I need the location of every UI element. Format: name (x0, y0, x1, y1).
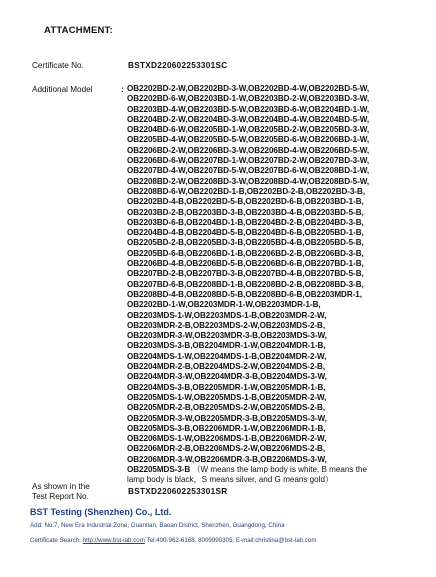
test-report-label-line-1: As shown in the (32, 482, 90, 491)
test-report-label (32, 482, 90, 502)
certificate-number: BSTXD220602253301SC (128, 61, 228, 70)
contact-line (30, 537, 317, 544)
model-line: OB2206BD-4-B,OB2206BD-5-B,OB2206BD-6-B,OB2207BD-1-B, (127, 259, 364, 269)
contact-details: Tel:400-962-6168, 8009990305, E-mail:christina@bst-lab.com (146, 537, 317, 544)
model-line: OB2203MDS-1-W,OB2203MDS-1-B,OB2203MDR-2-W, (127, 310, 327, 320)
model-line: OB2205BD-6-B,OB2206BD-1-B,OB2206BD-2-B,OB2206BD-3-B, (127, 248, 364, 258)
model-line: OB2204BD-6-W,OB2205BD-1-W,OB2205BD-2-W,OB2205BD-3-W, (127, 125, 370, 135)
certificate-search-label: Certificate Search: (30, 537, 81, 544)
last-model: OB2205MDS-3-B (127, 464, 191, 474)
model-line: OB2203MDR-2-B,OB2203MDS-2-W,OB2203MDS-2-B, (127, 320, 326, 330)
test-report-number: BSTXD220602253301SR (128, 487, 228, 496)
model-color-note-continued: lamp body is black，S means silver, and G means gold） (127, 475, 334, 485)
model-line: OB2206MDS-1-W,OB2206MDS-1-B,OB2206MDR-2-W, (127, 434, 327, 444)
attachment-title: ATTACHMENT: (44, 25, 113, 36)
model-line: OB2208BD-2-W,OB2208BD-3-W,OB2208BD-4-W,OB2208BD-5-W, (127, 176, 370, 186)
model-line: OB2204MDS-3-B,OB2205MDR-1-W,OB2205MDR-1-B, (127, 382, 326, 392)
model-line: OB2203MDR-3-W,OB2203MDR-3-B,OB2203MDS-3-W, (127, 331, 327, 341)
model-line: OB2202BD-2-W,OB2202BD-3-W,OB2202BD-4-W,OB2202BD-5-W, (127, 84, 370, 93)
company-address: Add: No.7, New Era Industrial Zone, Guantian, Baoan District, Shenzhen, Guangdong, China (30, 522, 285, 529)
model-line: OB2204BD-4-B,OB2204BD-5-B,OB2204BD-6-B,OB2205BD-1-B, (127, 228, 364, 238)
model-line: OB2205BD-4-W,OB2205BD-5-W,OB2205BD-6-W,OB2206BD-1-W, (127, 135, 370, 145)
model-line: OB2205MDR-2-B,OB2205MDS-2-W,OB2205MDS-2-B, (127, 403, 326, 413)
model-line: OB2205MDS-1-W,OB2205MDS-1-B,OB2205MDR-2-W, (127, 392, 327, 402)
model-line: OB2202BD-1-W,OB2203MDR-1-W,OB2203MDR-1-B, (127, 300, 321, 310)
model-list (127, 84, 412, 486)
model-line: OB2207BD-6-B,OB2208BD-1-B,OB2208BD-2-B,OB2208BD-3-B, (127, 279, 364, 289)
model-line: OB2205BD-2-B,OB2205BD-3-B,OB2205BD-4-B,OB2205BD-5-B, (127, 238, 364, 248)
certificate-label: Certificate No. (32, 61, 84, 70)
test-report-label-line-2: Test Report No. (32, 492, 89, 501)
model-note-line (127, 465, 412, 475)
additional-model-label: Additional Model (32, 85, 93, 94)
model-line: OB2203BD-4-W,OB2203BD-5-W,OB2203BD-6-W,OB2204BD-1-W, (127, 104, 370, 114)
additional-model-colon: : (121, 85, 124, 94)
model-line: OB2208BD-4-B,OB2208BD-5-B,OB2208BD-6-B,OB2203MDR-1, (127, 289, 362, 299)
model-line: OB2205MDR-3-W,OB2205MDR-3-B,OB2205MDS-3-W, (127, 413, 327, 423)
model-line: OB2207BD-2-B,OB2207BD-3-B,OB2207BD-4-B,OB2207BD-5-B, (127, 269, 364, 279)
certificate-search-link[interactable]: http://www.bst-lab.com (82, 537, 145, 544)
model-line: OB2203MDS-3-B,OB2204MDR-1-W,OB2204MDR-1-B, (127, 341, 326, 351)
model-line: OB2205MDS-3-B,OB2206MDR-1-W,OB2206MDR-1-B, (127, 423, 326, 433)
model-color-note: （W means the lamp body is white, B means the (192, 464, 367, 474)
model-line: OB2203BD-2-B,OB2203BD-3-B,OB2203BD-4-B,OB2203BD-5-B, (127, 207, 364, 217)
model-line: OB2206MDR-3-W,OB2206MDR-3-B,OB2206MDS-3-W, (127, 454, 327, 464)
model-line: OB2204MDS-1-W,OB2204MDS-1-B,OB2204MDR-2-W, (127, 351, 327, 361)
model-line: OB2204MDR-2-B,OB2204MDS-2-W,OB2204MDS-2-B, (127, 362, 326, 372)
model-line: OB2204MDR-3-W,OB2204MDR-3-B,OB2204MDS-3-W, (127, 372, 327, 382)
model-line: OB2207BD-4-W,OB2207BD-5-W,OB2207BD-6-W,OB2208BD-1-W, (127, 166, 370, 176)
model-line: OB2202BD-6-W,OB2203BD-1-W,OB2203BD-2-W,OB2203BD-3-W, (127, 94, 370, 104)
model-line: OB2206BD-2-W,OB2206BD-3-W,OB2206BD-4-W,OB2206BD-5-W, (127, 145, 370, 155)
company-name: BST Testing (Shenzhen) Co., Ltd. (30, 507, 172, 517)
model-line: OB2208BD-6-W,OB2202BD-1-B,OB2202BD-2-B,OB2202BD-3-B, (127, 186, 366, 196)
model-line: OB2204BD-2-W,OB2204BD-3-W,OB2204BD-4-W,OB2204BD-5-W, (127, 114, 370, 124)
model-line: OB2203BD-6-B,OB2204BD-1-B,OB2204BD-2-B,OB2204BD-3-B, (127, 217, 364, 227)
model-line: OB2206MDR-2-B,OB2206MDS-2-W,OB2206MDS-2-B, (127, 444, 326, 454)
model-line: OB2206BD-6-W,OB2207BD-1-W,OB2207BD-2-W,OB2207BD-3-W, (127, 156, 370, 166)
model-line: OB2202BD-4-B,OB2202BD-5-B,OB2202BD-6-B,OB2203BD-1-B, (127, 197, 364, 207)
